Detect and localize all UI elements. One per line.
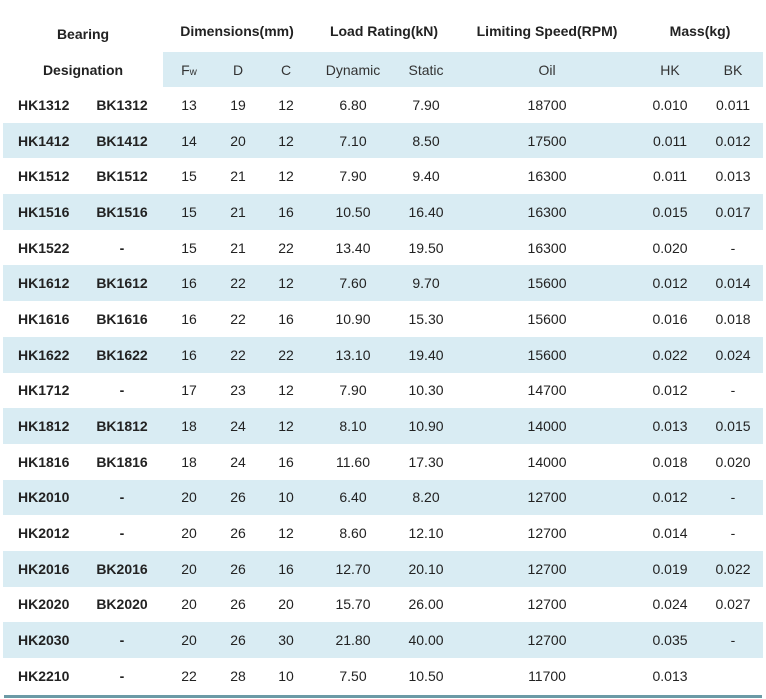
c-cell: 16 [261,194,311,230]
c-cell: 22 [278,239,294,256]
c-cell: 12 [261,265,311,301]
dynamic-cell: 15.70 [335,596,371,613]
dynamic-cell: 10.50 [311,194,395,230]
mass-bk-cell: 0.018 [715,310,751,327]
d-cell: 23 [230,382,246,399]
table-row [3,444,763,480]
bk-designation-cell: BK1612 [81,265,163,301]
fw-column-header [163,52,215,87]
bk-designation-cell: BK1512 [96,168,148,185]
dynamic-cell: 11.60 [336,453,370,470]
mass-hk-cell: 0.011 [653,168,688,185]
mass-hk-cell: 0.013 [637,408,703,444]
hk-designation-cell: HK1816 [18,453,70,470]
oil-cell: 17500 [457,123,637,159]
mass-hk-cell: 0.012 [652,382,688,399]
oil-cell: 14000 [527,453,567,470]
static-cell: 9.40 [412,168,440,185]
bearing-table-container [3,0,763,698]
dynamic-cell: 6.80 [339,96,367,113]
static-cell: 17.30 [408,453,444,470]
c-column-header: C [261,52,311,87]
mass-hk-cell: 0.010 [652,96,688,113]
hk-designation-cell: HK2016 [3,551,81,587]
dynamic-cell: 21.80 [311,622,395,658]
c-cell: 12 [261,408,311,444]
dynamic-cell: 7.90 [339,168,367,185]
bk-designation-cell: BK1812 [81,408,163,444]
mass-header: Mass(kg) [669,23,731,39]
static-cell: 19.40 [395,337,457,373]
hk-designation-cell: HK1616 [18,310,70,327]
d-cell: 21 [230,168,246,185]
static-cell: 16.40 [395,194,457,230]
hk-designation-cell: HK1412 [3,123,81,159]
dynamic-cell: 7.10 [311,123,395,159]
fw-cell: 14 [163,123,215,159]
table-row [3,194,763,230]
table-body [3,87,763,694]
table-row [3,622,763,658]
fw-cell: 13 [181,96,197,113]
hk-designation-cell: HK1516 [3,194,81,230]
static-cell: 40.00 [395,622,457,658]
d-column-header: D [215,52,261,87]
table-row [3,265,763,301]
c-cell: 16 [261,551,311,587]
c-cell: 12 [278,525,294,542]
hk-designation-cell: HK1512 [18,168,70,185]
table-row [3,658,763,694]
d-cell: 21 [215,194,261,230]
fw-cell: 20 [163,622,215,658]
table-bottom-rule [4,695,762,698]
d-cell: 22 [215,265,261,301]
fw-cell: 20 [163,480,215,516]
c-cell: 12 [261,123,311,159]
mass-hk-cell: 0.020 [652,239,688,256]
mass-bk-cell: - [730,525,736,542]
d-cell: 24 [230,453,246,470]
static-cell: 9.70 [395,265,457,301]
dynamic-column-header: Dynamic [311,52,395,87]
mass-bk-cell: 0.012 [703,123,763,159]
table-row [3,515,763,551]
table-row [3,587,763,623]
mass-bk-column-header: BK [703,52,763,87]
oil-cell: 12700 [527,596,567,613]
table-header [3,10,763,87]
static-cell: 12.10 [408,525,444,542]
mass-bk-cell: 0.014 [703,265,763,301]
mass-hk-cell: 0.014 [652,525,688,542]
d-cell: 20 [215,123,261,159]
static-cell: 20.10 [395,551,457,587]
d-cell: 22 [215,337,261,373]
hk-designation-cell: HK1312 [18,96,70,113]
oil-cell: 12700 [527,525,567,542]
mass-hk-cell: 0.012 [637,480,703,516]
d-cell: 24 [215,408,261,444]
d-cell: 26 [215,551,261,587]
table-row [3,480,763,516]
static-cell: 10.90 [395,408,457,444]
bk-designation-cell: - [81,480,163,516]
mass-bk-cell: - [703,622,763,658]
mass-bk-cell: 0.020 [715,453,751,470]
oil-cell: 16300 [457,194,637,230]
oil-cell: 12700 [457,480,637,516]
static-cell: 10.30 [408,382,444,399]
fw-cell: 18 [181,453,197,470]
d-cell: 22 [230,310,246,327]
bk-designation-cell: - [81,622,163,658]
mass-hk-column-header: HK [637,52,703,87]
static-cell: 26.00 [408,596,444,613]
dynamic-cell: 8.60 [339,525,367,542]
table-row [3,123,763,159]
d-cell: 26 [230,525,246,542]
bk-designation-cell: BK2020 [96,596,148,613]
mass-bk-cell [703,658,763,694]
oil-cell: 15600 [527,310,567,327]
mass-bk-cell: 0.024 [703,337,763,373]
limiting-speed-header: Limiting Speed(RPM) [476,23,618,39]
mass-bk-cell: - [730,382,736,399]
table-row [3,408,763,444]
mass-hk-cell: 0.024 [652,596,688,613]
hk-designation-cell: HK2012 [18,525,70,542]
c-cell: 20 [278,596,294,613]
dynamic-cell: 13.40 [335,239,371,256]
d-cell: 26 [215,480,261,516]
c-cell: 10 [261,480,311,516]
bk-designation-cell: BK1616 [96,310,148,327]
bk-designation-cell: - [119,525,125,542]
mass-bk-cell: - [730,239,736,256]
c-cell: 12 [278,168,294,185]
fw-cell: 20 [163,551,215,587]
fw-cell: 16 [163,265,215,301]
fw-cell: 20 [181,596,197,613]
bk-designation-cell: BK1412 [81,123,163,159]
hk-designation-cell: HK1812 [3,408,81,444]
hk-designation-cell: HK1712 [18,382,70,399]
oil-cell: 14700 [527,382,567,399]
fw-cell: 15 [163,194,215,230]
fw-cell: 22 [181,667,197,684]
table-row [3,301,763,337]
mass-bk-cell: 0.013 [715,168,751,185]
mass-hk-cell: 0.013 [652,667,688,684]
hk-designation-cell: HK2020 [18,596,70,613]
header-row-groups [3,10,763,52]
designation-header-bottom: Designation [3,52,163,87]
table-row [3,373,763,409]
fw-cell: 20 [181,525,197,542]
fw-subscript-label: w [189,66,197,78]
hk-designation-cell: HK2210 [18,667,70,684]
hk-designation-cell: HK1622 [3,337,81,373]
bk-designation-cell: - [119,667,125,684]
mass-hk-cell: 0.018 [652,453,688,470]
c-cell: 12 [278,96,294,113]
d-cell: 28 [230,667,246,684]
hk-designation-cell: HK2010 [3,480,81,516]
static-column-header: Static [395,52,457,87]
static-cell: 19.50 [408,239,444,256]
mass-bk-cell: 0.011 [716,96,751,113]
oil-cell: 14000 [457,408,637,444]
table-row [3,230,763,266]
oil-cell: 16300 [527,168,567,185]
dynamic-cell: 7.50 [339,667,367,684]
dynamic-cell: 7.60 [311,265,395,301]
static-cell: 8.50 [395,123,457,159]
fw-cell: 15 [181,239,197,256]
bk-designation-cell: BK2016 [81,551,163,587]
fw-cell: 15 [181,168,197,185]
table-row [3,551,763,587]
oil-cell: 15600 [457,337,637,373]
mass-hk-cell: 0.022 [637,337,703,373]
mass-bk-cell: - [703,480,763,516]
c-cell: 16 [278,310,294,327]
mass-hk-cell: 0.016 [652,310,688,327]
table-row [3,158,763,194]
mass-hk-cell: 0.035 [637,622,703,658]
dynamic-cell: 7.90 [339,382,367,399]
bk-designation-cell: - [119,382,125,399]
mass-bk-cell: 0.027 [715,596,751,613]
bk-designation-cell: BK1622 [81,337,163,373]
fw-cell: 18 [163,408,215,444]
fw-cell: 16 [181,310,197,327]
c-cell: 10 [278,667,294,684]
static-cell: 15.30 [408,310,444,327]
mass-bk-cell: 0.017 [703,194,763,230]
d-cell: 21 [230,239,246,256]
dynamic-cell: 12.70 [311,551,395,587]
fw-cell: 17 [181,382,197,399]
bk-designation-cell: - [119,239,125,256]
table-row [3,87,763,123]
mass-hk-cell: 0.012 [637,265,703,301]
oil-cell: 12700 [457,551,637,587]
bk-designation-cell: BK1816 [96,453,148,470]
c-cell: 16 [278,453,294,470]
oil-column-header: Oil [457,52,637,87]
bk-designation-cell: BK1312 [96,96,148,113]
hk-designation-cell: HK2030 [3,622,81,658]
fw-main-label: F [181,61,190,78]
fw-cell: 16 [163,337,215,373]
table-row [3,337,763,373]
d-cell: 19 [230,96,246,113]
bk-designation-cell: BK1516 [81,194,163,230]
hk-designation-cell: HK1612 [3,265,81,301]
dynamic-cell: 6.40 [311,480,395,516]
d-cell: 26 [230,596,246,613]
load-rating-header: Load Rating(kN) [329,23,439,39]
oil-cell: 12700 [457,622,637,658]
dynamic-cell: 13.10 [311,337,395,373]
oil-cell: 18700 [527,96,567,113]
mass-hk-cell: 0.019 [637,551,703,587]
mass-bk-cell: 0.022 [703,551,763,587]
d-cell: 26 [215,622,261,658]
static-cell: 10.50 [408,667,444,684]
oil-cell: 16300 [527,239,567,256]
dynamic-cell: 8.10 [311,408,395,444]
static-cell: 8.20 [395,480,457,516]
dynamic-cell: 10.90 [335,310,371,327]
designation-header-top: Bearing [56,26,110,42]
hk-designation-cell: HK1522 [18,239,70,256]
c-cell: 12 [278,382,294,399]
oil-cell: 11700 [528,667,566,684]
mass-hk-cell: 0.011 [637,123,703,159]
mass-bk-cell: 0.015 [703,408,763,444]
dimensions-header: Dimensions(mm) [180,23,294,39]
header-row-subcolumns [3,52,763,87]
oil-cell: 15600 [457,265,637,301]
static-cell: 7.90 [412,96,440,113]
bearing-spec-table [3,10,763,694]
c-cell: 30 [261,622,311,658]
mass-hk-cell: 0.015 [637,194,703,230]
c-cell: 22 [261,337,311,373]
